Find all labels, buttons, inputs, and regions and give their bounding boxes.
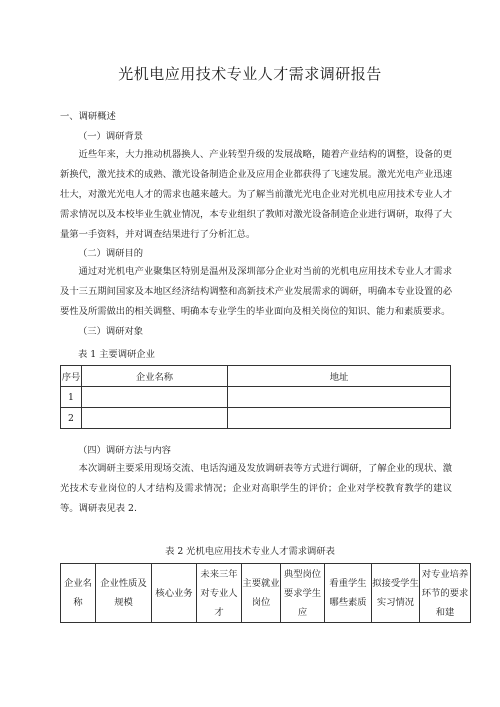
- table-cell: 1: [61, 387, 82, 408]
- section-heading-overview: 一、调研概述: [60, 111, 116, 122]
- header-cell: 看重学生哪些素质: [325, 564, 372, 623]
- paragraph-methods: 本次调研主要采用现场交流、电话沟通及发放调研表等方式进行调研，了解企业的现状、激光技术专业岗位的人才结构及需求情况；企业对高职学生的评价；企业对学校教育教学的建议等。调研表见表 2.: [60, 463, 452, 514]
- survey-companies-table: [60, 365, 451, 429]
- header-cell: 企业名称: [61, 564, 96, 623]
- paragraph-purpose: 通过对光机电产业聚集区特别是温州及深圳部分企业对当前的光机电应用技术专业人才需求及十三五期间国家及本地区经济结构调整和高新技术产业发展需求的调研，明确本专业设置的必要性及所需做出的相关调整、明确本专业学生的毕业面向及相关岗位的知识、能力和素质要求。: [60, 266, 452, 317]
- table-cell: [82, 387, 228, 408]
- header-cell: 核心业务: [152, 564, 197, 623]
- table-cell: [82, 408, 228, 429]
- table1-caption: 表 1 主要调研企业: [78, 349, 155, 360]
- subsection-heading-purpose: （二）调研目的: [78, 248, 144, 259]
- header-cell: 地址: [228, 366, 451, 387]
- header-cell: 未来三年对专业人才: [197, 564, 242, 623]
- subsection-heading-targets: （三）调研对象: [78, 326, 144, 337]
- header-cell: 对专业培养环节的要求和建: [420, 564, 471, 623]
- header-cell: 序号: [61, 366, 82, 387]
- table-cell: [228, 387, 451, 408]
- talent-demand-survey-table: [60, 563, 471, 623]
- header-cell: 主要就业岗位: [242, 564, 281, 623]
- table2-caption: 表 2 光机电应用技术专业人才需求调研表: [165, 546, 335, 557]
- table-header-row: [61, 564, 471, 623]
- table-row: [61, 387, 451, 408]
- table-row: [61, 408, 451, 429]
- subsection-heading-background: （一）调研背景: [78, 131, 144, 142]
- table-cell: [228, 408, 451, 429]
- paragraph-background: 近些年来，大力推动机器换人、产业转型升级的发展战略，随着产业结构的调整，设备的更新换代，激光技术的成熟、激光设备制造企业及应用企业都获得了飞速发展。激光光电产业迅速壮大，对激光光电人才的需求也越来越大。为了解当前激光光电企业对光机电应用技术专业人才需求情况以及本校毕业生就业情况，本专业组织了教师对激光设备制造企业进行调研，取得了大量第一手资料，并对调查结果进行了分析汇总。: [60, 149, 452, 240]
- subsection-heading-methods: （四）调研方法与内容: [78, 445, 171, 456]
- header-cell: 企业名称: [82, 366, 228, 387]
- header-cell: 企业性质及规模: [96, 564, 152, 623]
- table-cell: 2: [61, 408, 82, 429]
- document-title: 光机电应用技术专业人才需求调研报告: [118, 65, 382, 83]
- table-header-row: [61, 366, 451, 387]
- header-cell: 拟接受学生实习情况: [372, 564, 420, 623]
- header-cell: 典型岗位要求学生应: [281, 564, 325, 623]
